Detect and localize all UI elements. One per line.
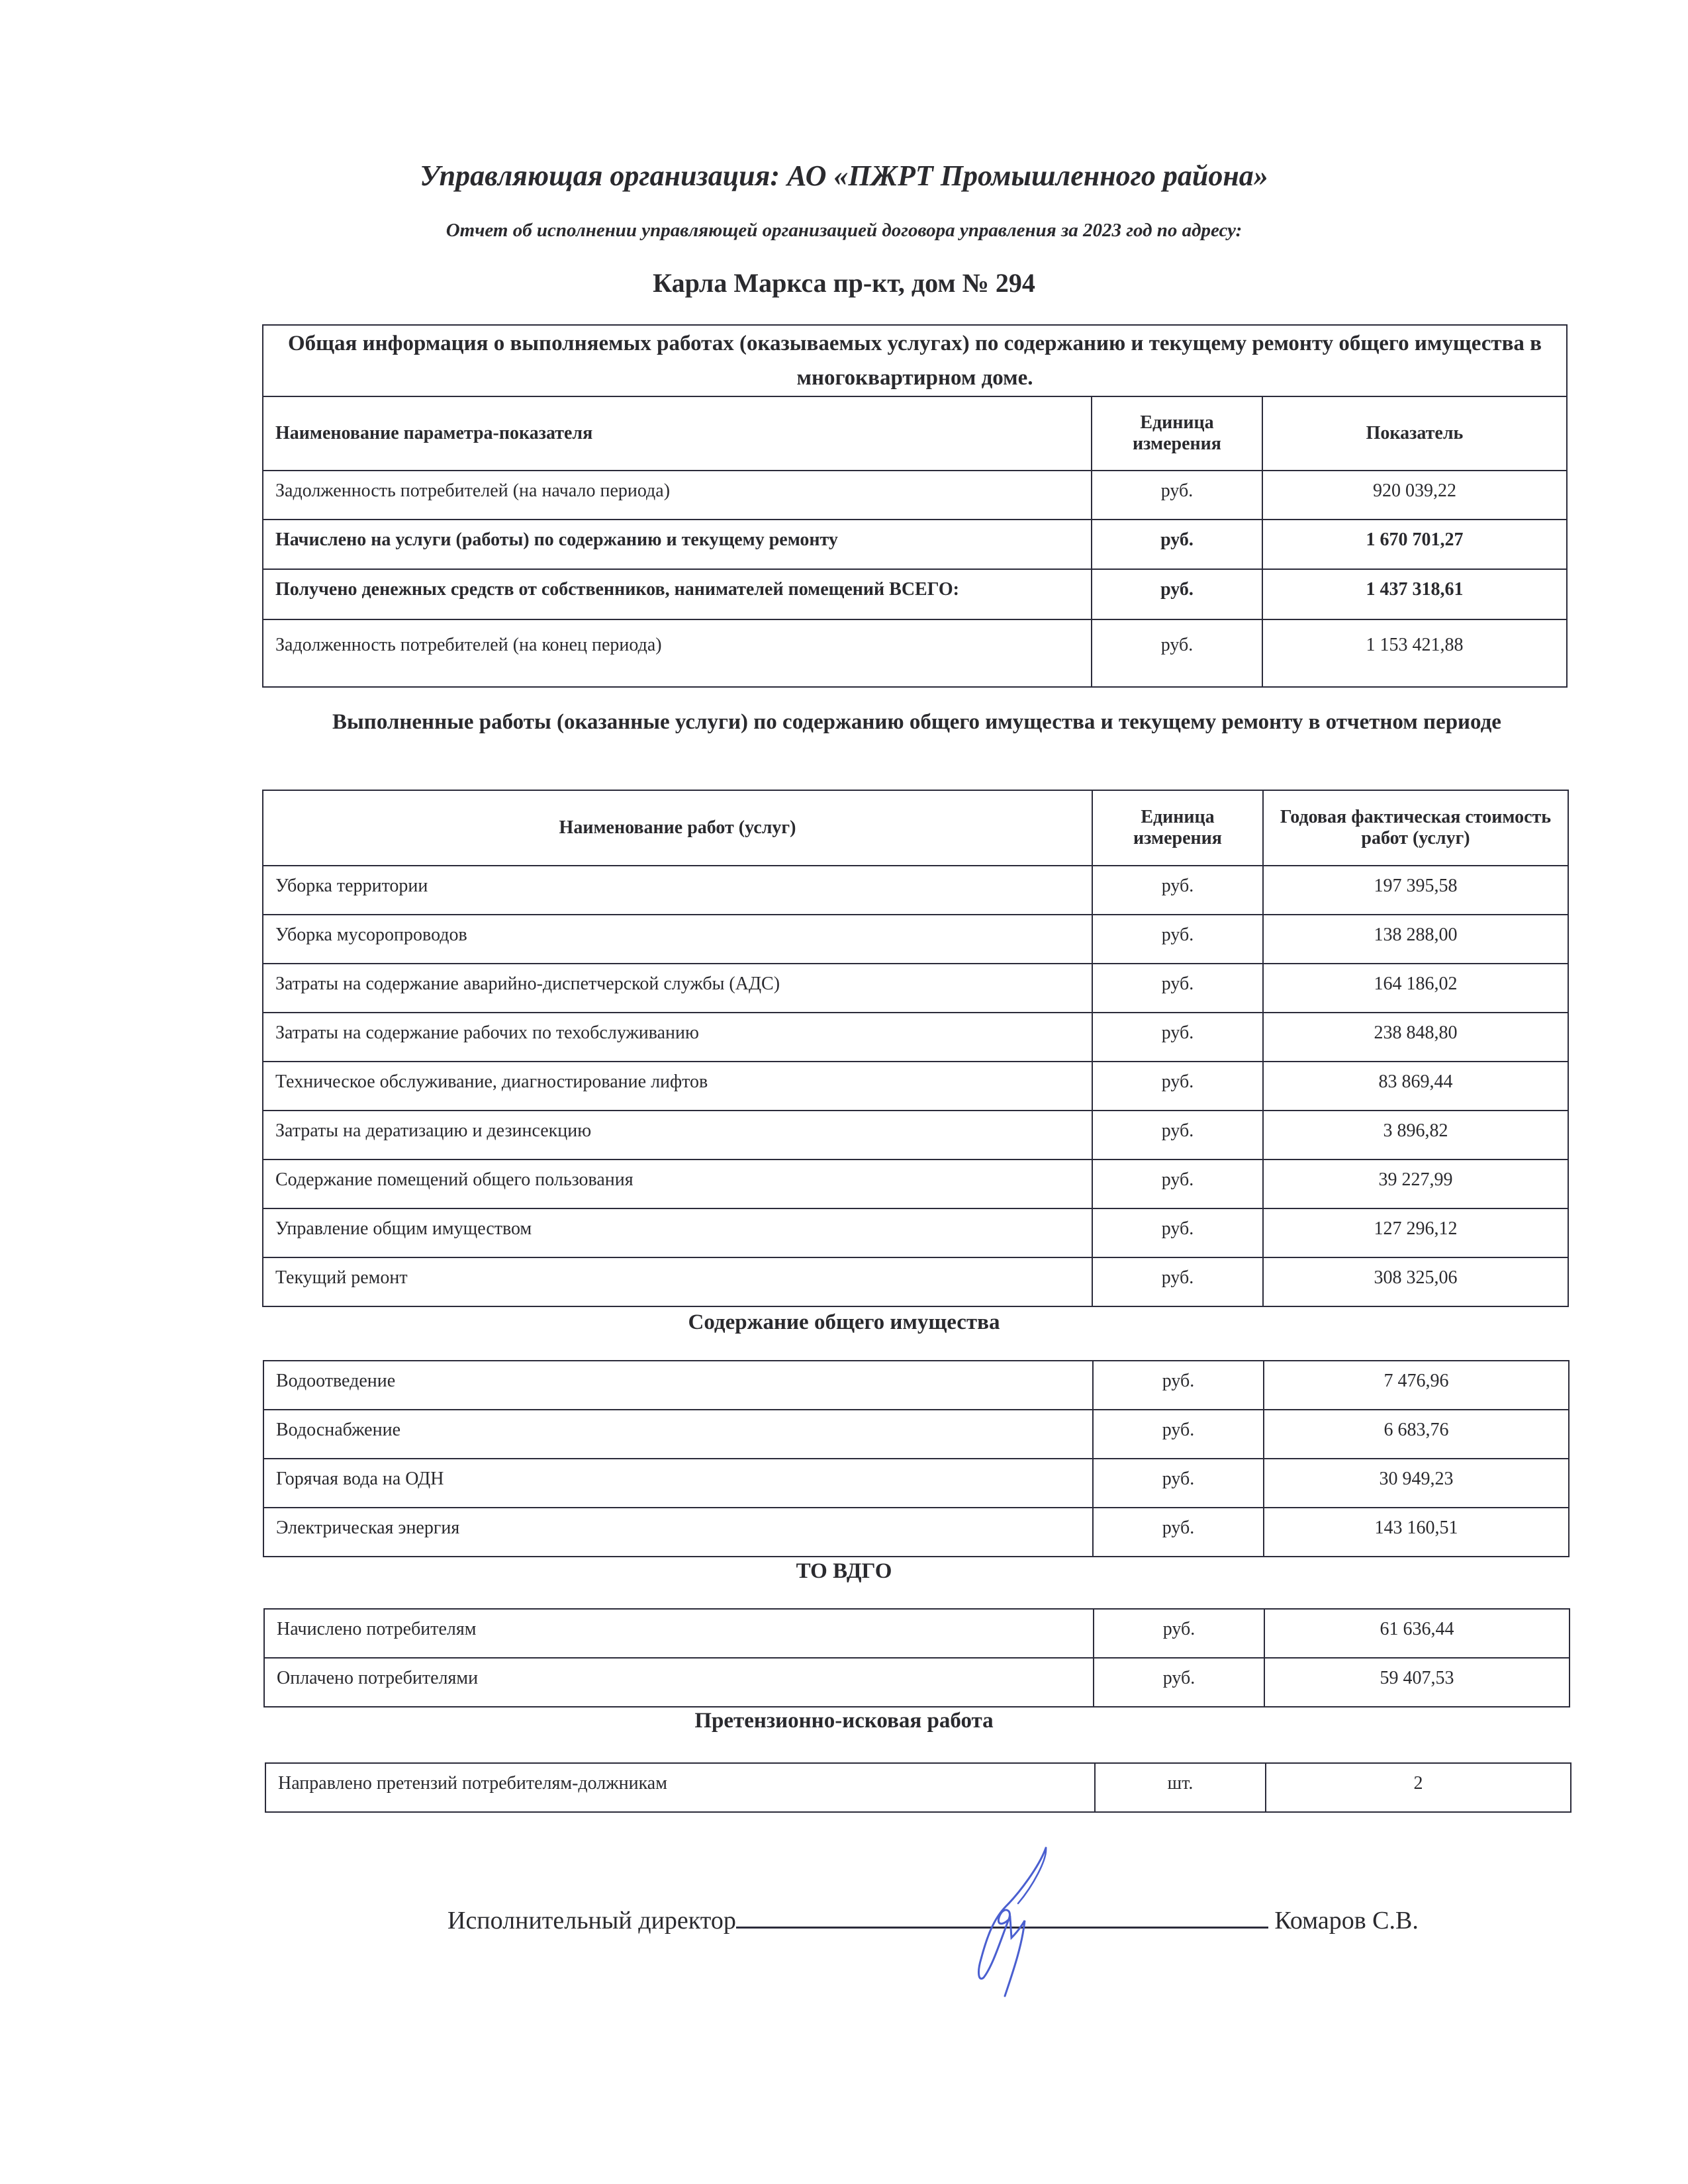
column-header-unit: Единица измерения xyxy=(1092,790,1263,866)
column-header-annual-cost: Годовая фактическая стоимость работ (услуг) xyxy=(1263,790,1568,866)
vdgo-heading: ТО ВДГО xyxy=(796,1559,892,1583)
table-row xyxy=(263,1013,1568,1062)
address: Карла Маркса пр-кт, дом № 294 xyxy=(653,268,1035,298)
row-name: Текущий ремонт xyxy=(263,1257,1092,1306)
table-row xyxy=(263,471,1567,520)
row-unit: руб. xyxy=(1092,964,1263,1013)
row-unit: руб. xyxy=(1092,569,1262,619)
row-value: 30 949,23 xyxy=(1264,1459,1569,1508)
row-value: 238 848,80 xyxy=(1263,1013,1568,1062)
signature-block xyxy=(447,1906,1419,1935)
table-row xyxy=(263,866,1568,915)
row-value: 920 039,22 xyxy=(1262,471,1567,520)
row-name: Оплачено потребителями xyxy=(264,1658,1094,1707)
general-info-header-row xyxy=(263,396,1567,471)
row-unit: руб. xyxy=(1093,1459,1264,1508)
signatory-name: Комаров С.В. xyxy=(1274,1907,1419,1934)
works-table xyxy=(262,790,1569,1307)
column-header-work-name: Наименование работ (услуг) xyxy=(263,790,1092,866)
row-value: 127 296,12 xyxy=(1263,1208,1568,1257)
column-header-unit: Единица измерения xyxy=(1092,396,1262,471)
row-unit: руб. xyxy=(1094,1658,1264,1707)
row-unit: руб. xyxy=(1092,1160,1263,1208)
row-unit: руб. xyxy=(1093,1410,1264,1459)
row-value: 1 437 318,61 xyxy=(1262,569,1567,619)
row-value: 59 407,53 xyxy=(1264,1658,1570,1707)
row-unit: руб. xyxy=(1092,1013,1263,1062)
row-name: Направлено претензий потребителям-должникам xyxy=(265,1763,1095,1812)
row-value: 1 153 421,88 xyxy=(1262,619,1567,687)
claims-table xyxy=(265,1762,1571,1813)
row-name: Водоотведение xyxy=(263,1361,1093,1410)
row-name: Задолженность потребителей (на конец периода) xyxy=(263,619,1092,687)
row-unit: руб. xyxy=(1092,520,1262,569)
general-info-caption-row xyxy=(263,325,1567,396)
table-row xyxy=(263,520,1567,569)
row-unit: руб. xyxy=(1092,619,1262,687)
table-row xyxy=(263,1410,1569,1459)
row-unit: руб. xyxy=(1093,1361,1264,1410)
row-value: 83 869,44 xyxy=(1263,1062,1568,1111)
column-header-value: Показатель xyxy=(1262,396,1567,471)
common-property-heading: Содержание общего имущества xyxy=(688,1310,1000,1334)
row-name: Техническое обслуживание, диагностирование лифтов xyxy=(263,1062,1092,1111)
table-row xyxy=(263,569,1567,619)
row-value: 308 325,06 xyxy=(1263,1257,1568,1306)
row-unit: руб. xyxy=(1092,1062,1263,1111)
table-row xyxy=(265,1763,1571,1812)
table-row xyxy=(264,1609,1570,1658)
row-unit: руб. xyxy=(1092,1111,1263,1160)
claims-heading: Претензионно-исковая работа xyxy=(694,1709,994,1733)
row-unit: шт. xyxy=(1095,1763,1266,1812)
row-unit: руб. xyxy=(1092,1208,1263,1257)
row-name: Затраты на дератизацию и дезинсекцию xyxy=(263,1111,1092,1160)
row-name: Начислено потребителям xyxy=(264,1609,1094,1658)
row-value: 143 160,51 xyxy=(1264,1508,1569,1557)
row-unit: руб. xyxy=(1094,1609,1264,1658)
table-row xyxy=(263,1111,1568,1160)
table-row xyxy=(263,1160,1568,1208)
works-header-row xyxy=(263,790,1568,866)
table-row xyxy=(263,915,1568,964)
row-name: Содержание помещений общего пользования xyxy=(263,1160,1092,1208)
table-row xyxy=(263,1208,1568,1257)
row-name: Получено денежных средств от собственников, нанимателей помещений ВСЕГО: xyxy=(263,569,1092,619)
row-name: Начислено на услуги (работы) по содержанию и текущему ремонту xyxy=(263,520,1092,569)
table-row xyxy=(263,1257,1568,1306)
vdgo-table xyxy=(263,1608,1570,1707)
common-property-table xyxy=(263,1360,1570,1557)
row-unit: руб. xyxy=(1092,471,1262,520)
row-name: Водоснабжение xyxy=(263,1410,1093,1459)
row-name: Электрическая энергия xyxy=(263,1508,1093,1557)
org-title: Управляющая организация: АО «ПЖРТ Промышленного района» xyxy=(420,159,1268,192)
table-row xyxy=(263,964,1568,1013)
row-unit: руб. xyxy=(1092,866,1263,915)
table-row xyxy=(263,619,1567,687)
row-value: 61 636,44 xyxy=(1264,1609,1570,1658)
row-name: Управление общим имуществом xyxy=(263,1208,1092,1257)
signatory-position: Исполнительный директор xyxy=(447,1907,736,1934)
row-name: Затраты на содержание аварийно-диспетчерской службы (АДС) xyxy=(263,964,1092,1013)
row-value: 7 476,96 xyxy=(1264,1361,1569,1410)
row-unit: руб. xyxy=(1092,1257,1263,1306)
row-value: 3 896,82 xyxy=(1263,1111,1568,1160)
row-value: 138 288,00 xyxy=(1263,915,1568,964)
row-value: 1 670 701,27 xyxy=(1262,520,1567,569)
row-unit: руб. xyxy=(1093,1508,1264,1557)
row-value: 164 186,02 xyxy=(1263,964,1568,1013)
row-name: Уборка территории xyxy=(263,866,1092,915)
row-value: 39 227,99 xyxy=(1263,1160,1568,1208)
row-name: Горячая вода на ОДН xyxy=(263,1459,1093,1508)
row-name: Уборка мусоропроводов xyxy=(263,915,1092,964)
table-row xyxy=(263,1459,1569,1508)
table-row xyxy=(263,1062,1568,1111)
table-row xyxy=(264,1658,1570,1707)
handwritten-signature-icon xyxy=(940,1840,1072,1999)
column-header-parameter: Наименование параметра-показателя xyxy=(263,396,1092,471)
row-value: 6 683,76 xyxy=(1264,1410,1569,1459)
row-unit: руб. xyxy=(1092,915,1263,964)
general-info-table xyxy=(262,324,1568,688)
works-heading: Выполненные работы (оказанные услуги) по содержанию общего имущества и текущему ремонту в отчетном периоде xyxy=(332,710,1501,734)
row-name: Затраты на содержание рабочих по техобслуживанию xyxy=(263,1013,1092,1062)
table-row xyxy=(263,1361,1569,1410)
report-subtitle: Отчет об исполнении управляющей организацией договора управления за 2023 год по адресу: xyxy=(445,220,1243,241)
row-value: 197 395,58 xyxy=(1263,866,1568,915)
table-row xyxy=(263,1508,1569,1557)
general-info-caption: Общая информация о выполняемых работах (оказываемых услугах) по содержанию и текущему ремонту общего имущества в многоквартирном доме. xyxy=(263,325,1567,396)
row-value: 2 xyxy=(1266,1763,1571,1812)
row-name: Задолженность потребителей (на начало периода) xyxy=(263,471,1092,520)
